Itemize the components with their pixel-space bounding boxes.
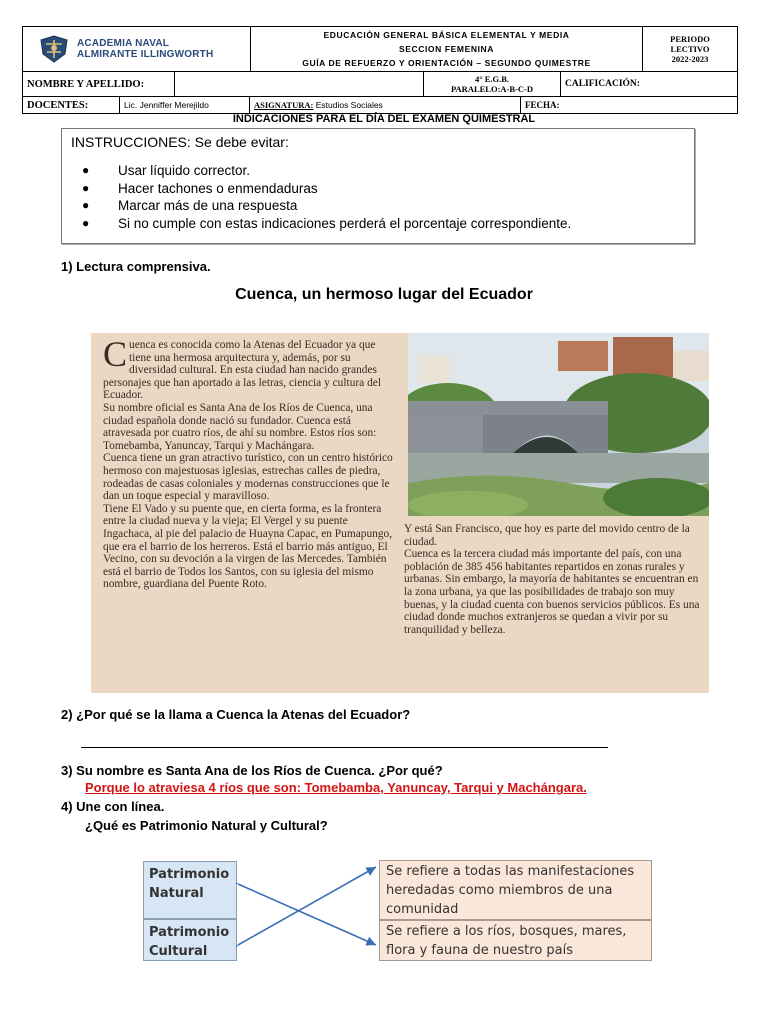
reading-paragraph: Cuenca es conocida como la Atenas del Ecuador ya que tiene una hermosa arquitectura y, además, por su diversidad cultural. En esta ciudad han nacido grandes personajes que han aportado a las letras, ciencia y cultura del Ecuador. bbox=[103, 334, 382, 402]
question-3: 3) Su nombre es Santa Ana de los Ríos de Cuenca. ¿Por qué? bbox=[61, 763, 443, 778]
reading-paragraph: Y está San Francisco, que hoy es parte del movido centro de la ciudad. bbox=[404, 523, 690, 548]
subject-cell bbox=[250, 97, 521, 114]
reading-paragraph: Tiene El Vado y su puente que, en cierta forma, es la frontera entre la ciudad nueva y la vieja; El Vergel y su puente Ingachaca, al pie del palacio de Huayna Capac, en Pumapungo, que era el barrio de los herreros. Está el barrio más antiguo, El Vecino, con su devoción a la virgen de las Mercedes. También está el barrio de Todos los Santos, con su iglesia del mismo nombre, guardiana del Puente Roto. bbox=[103, 502, 393, 591]
student-info-table bbox=[22, 71, 738, 97]
subject-value: Estudios Sociales bbox=[313, 100, 383, 110]
reading-paragraph: Su nombre oficial es Santa Ana de los Ríos de Cuenca, una ciudad española donde nació su fundador. Cuenca está atravesada por cuatro ríos, de ahí su nombre. Estos ríos son: Tomebamba, Yanuncay, Tarqui y Machángara. bbox=[103, 401, 377, 452]
school-name-line2: ALMIRANTE ILLINGWORTH bbox=[77, 49, 214, 60]
crest-icon bbox=[37, 34, 71, 64]
match-left-cultural[interactable]: Patrimonio Cultural bbox=[143, 919, 237, 961]
title-line3: GUÍA DE REFUERZO Y ORIENTACIÓN – SEGUNDO QUIMESTRE bbox=[302, 58, 591, 68]
instruction-item: ● Hacer tachones o enmendaduras bbox=[82, 180, 318, 196]
title-line1: EDUCACIÒN GENERAL BÁSICA ELEMENTAL Y MEDIA bbox=[323, 30, 570, 40]
arrow-cultural-link bbox=[238, 867, 376, 945]
reading-paragraph: Cuenca tiene un gran atractivo turístico, con un centro histórico hermoso con majestuosas iglesias, estrechas calles de piedra, rodeadas de casas coloniales y modernas construcciones que le dan un toque especial y maravilloso. bbox=[103, 452, 393, 503]
period-line1: PERIODO bbox=[670, 34, 710, 44]
instructions-title: INSTRUCCIONES: Se debe evitar: bbox=[71, 134, 289, 150]
reading-paragraph: Cuenca es la tercera ciudad más importante del país, con una población de 385 456 habitantes repartidos en zonas rurales y urbanas. Sin embargo, la mayoría de habitantes se encuentran en la zona urbana, ya que las posibilidades de trabajo son muy buenas, y la ciudad cuenta con buenos servicios públicos. Es una ciudad donde muchos extranjeros se quedan a vivir por su tranquilidad y belleza. bbox=[404, 548, 700, 636]
question-2: 2) ¿Por qué se la llama a Cuenca la Atenas del Ecuador? bbox=[61, 707, 411, 722]
reading-column-left bbox=[103, 334, 395, 591]
subject-label: ASIGNATURA: bbox=[254, 100, 314, 110]
name-label: NOMBRE Y APELLIDO: bbox=[23, 72, 175, 97]
school-name-line1: ACADEMIA NAVAL bbox=[77, 38, 170, 49]
question-3-answer: Porque lo atraviesa 4 ríos que son: Tomebamba, Yanuncay, Tarqui y Machángara. bbox=[85, 780, 587, 795]
reading-column-right bbox=[404, 523, 704, 636]
teacher-info-table bbox=[22, 96, 738, 114]
school-logo bbox=[27, 34, 246, 64]
header-table bbox=[22, 26, 738, 72]
instruction-item: ● Usar líquido corrector. bbox=[82, 163, 251, 178]
bullet-icon: ● bbox=[82, 215, 90, 230]
match-right-cultural-definition[interactable]: Se refiere a todas las manifestaciones heredadas como miembros de una comunidad bbox=[379, 860, 652, 920]
arrow-natural-link bbox=[238, 884, 376, 945]
match-right-natural-definition[interactable]: Se refiere a los ríos, bosques, mares, flora y fauna de nuestro país bbox=[379, 920, 652, 961]
date-label[interactable]: FECHA: bbox=[521, 97, 738, 114]
instruction-item: ● Si no cumple con estas indicaciones perderá el porcentaje correspondiente. bbox=[82, 215, 572, 231]
title-line2: SECCION FEMENINA bbox=[398, 44, 495, 54]
period-line3: 2022-2023 bbox=[671, 54, 709, 64]
logo-cell bbox=[23, 27, 251, 72]
period-line2: LECTIVO bbox=[670, 44, 710, 54]
teacher-name: Lic. Jenniffer Merejildo bbox=[120, 97, 250, 114]
instructions-list bbox=[78, 163, 571, 233]
question-4-subtitle: ¿Qué es Patrimonio Natural y Cultural? bbox=[85, 818, 328, 833]
question-4: 4) Une con línea. bbox=[61, 799, 165, 814]
bullet-icon: ● bbox=[82, 163, 90, 177]
matching-arrows bbox=[236, 862, 382, 962]
bridge-photo bbox=[408, 333, 709, 516]
bullet-icon: ● bbox=[82, 180, 90, 195]
grade-cell bbox=[424, 72, 561, 97]
drop-cap: C bbox=[103, 334, 128, 374]
answer-line[interactable] bbox=[81, 747, 608, 748]
name-field[interactable] bbox=[175, 72, 424, 97]
grade-line1: 4° E.G.B. bbox=[474, 74, 510, 84]
bullet-icon: ● bbox=[82, 198, 90, 212]
teachers-label: DOCENTES: bbox=[23, 97, 120, 114]
match-left-natural[interactable]: Patrimonio Natural bbox=[143, 861, 237, 919]
exam-title: INDICACIONES PARA EL DÍA DEL EXAMEN QUIMESTRAL bbox=[232, 113, 536, 125]
instruction-item: ● Marcar más de una respuesta bbox=[82, 198, 298, 213]
grade-score-label[interactable]: CALIFICACIÓN: bbox=[561, 72, 738, 97]
reading-text-image bbox=[91, 333, 709, 693]
reading-title: Cuenca, un hermoso lugar del Ecuador bbox=[235, 286, 533, 303]
guide-title-cell bbox=[251, 27, 643, 72]
instructions-box bbox=[61, 128, 695, 244]
grade-line2: PARALELO:A-B-C-D bbox=[450, 84, 533, 94]
question-1: 1) Lectura comprensiva. bbox=[61, 259, 211, 274]
period-cell bbox=[643, 27, 738, 72]
